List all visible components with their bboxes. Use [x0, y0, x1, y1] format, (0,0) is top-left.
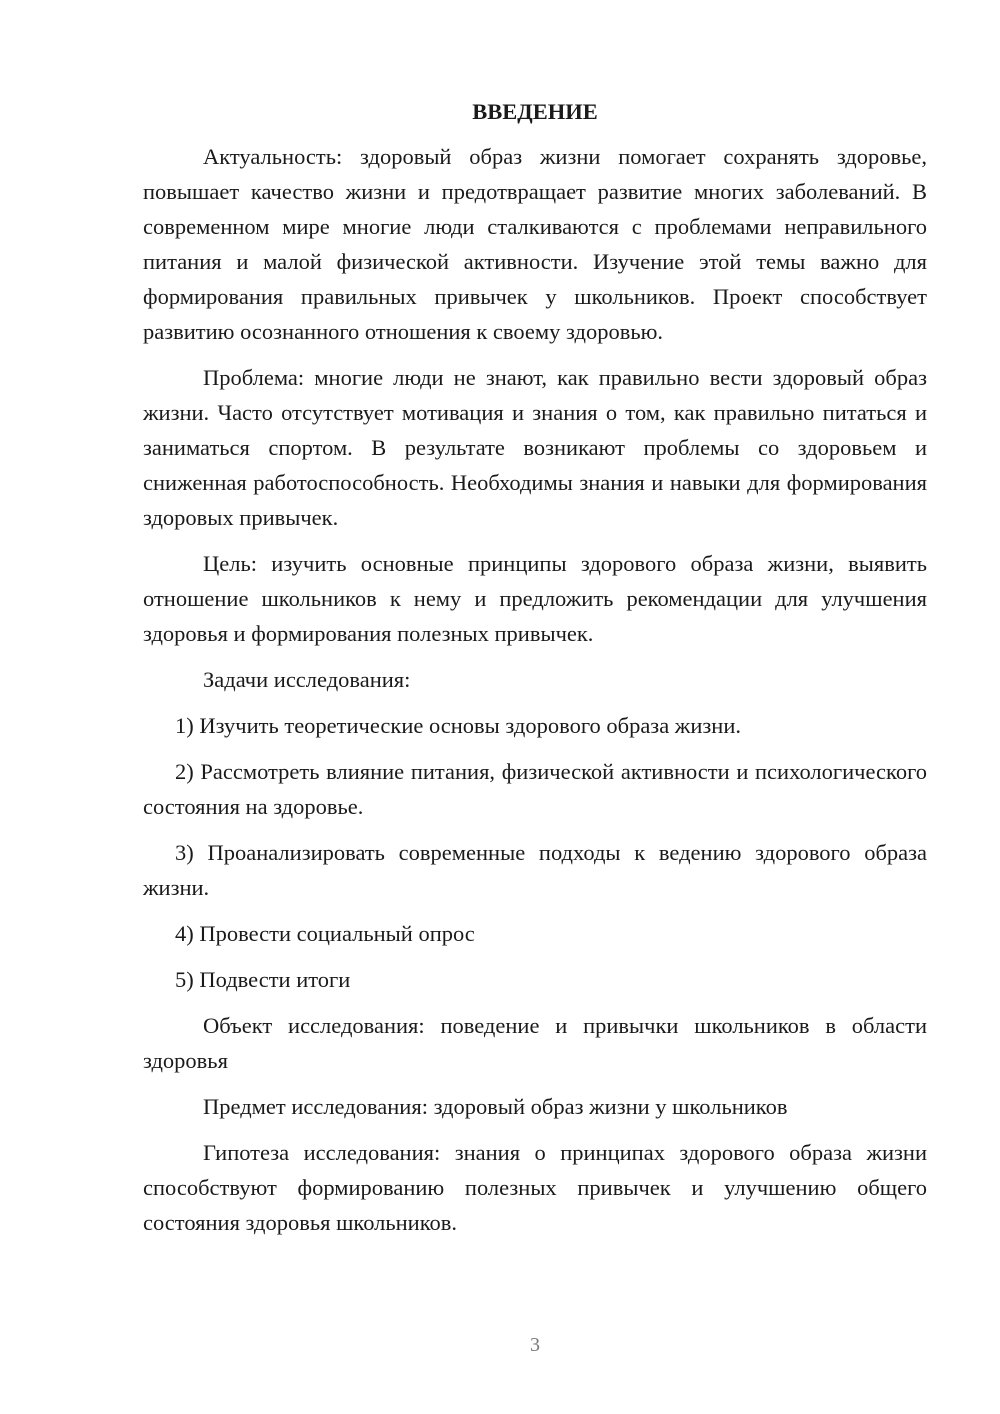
- paragraph-object: Объект исследования: поведение и привычки школьников в области здоровья: [143, 1013, 927, 1073]
- paragraph-problem: Проблема: многие люди не знают, как правильно вести здоровый образ жизни. Часто отсутствует мотивация и знания о том, как правильно питаться и заниматься спортом. В результате возникают проблемы со здоровьем и сниженная работоспособность. Необходимы знания и навыки для формирования здоровых привычек.: [143, 365, 927, 530]
- task-item-5: 5) Подвести итоги: [175, 967, 351, 992]
- task-item-3: 3) Проанализировать современные подходы к ведению здорового образа жизни.: [143, 840, 927, 900]
- task-item-4: 4) Провести социальный опрос: [175, 921, 475, 946]
- paragraph-goal: Цель: изучить основные принципы здорового образа жизни, выявить отношение школьников к нему и предложить рекомендации для улучшения здоровья и формирования полезных привычек.: [143, 551, 927, 646]
- paragraph-hypothesis: Гипотеза исследования: знания о принципах здорового образа жизни способствуют формированию полезных привычек и улучшению общего состояния здоровья школьников.: [143, 1140, 927, 1235]
- page-title: ВВЕДЕНИЕ: [472, 99, 598, 124]
- paragraph-relevance: Актуальность: здоровый образ жизни помогает сохранять здоровье, повышает качество жизни и предотвращает развитие многих заболеваний. В современном мире многие люди сталкиваются с проблемами неправильного питания и малой физической активности. Изучение этой темы важно для формирования правильных привычек у школьников. Проект способствует развитию осознанного отношения к своему здоровью.: [143, 144, 927, 344]
- task-item-1: 1) Изучить теоретические основы здорового образа жизни.: [175, 713, 741, 738]
- paragraph-subject: Предмет исследования: здоровый образ жизни у школьников: [203, 1094, 788, 1119]
- task-item-2: 2) Рассмотреть влияние питания, физической активности и психологического состояния на здоровье.: [143, 759, 927, 819]
- page-content: [143, 94, 927, 1251]
- tasks-heading: Задачи исследования:: [203, 667, 411, 692]
- page-number: 3: [530, 1334, 540, 1356]
